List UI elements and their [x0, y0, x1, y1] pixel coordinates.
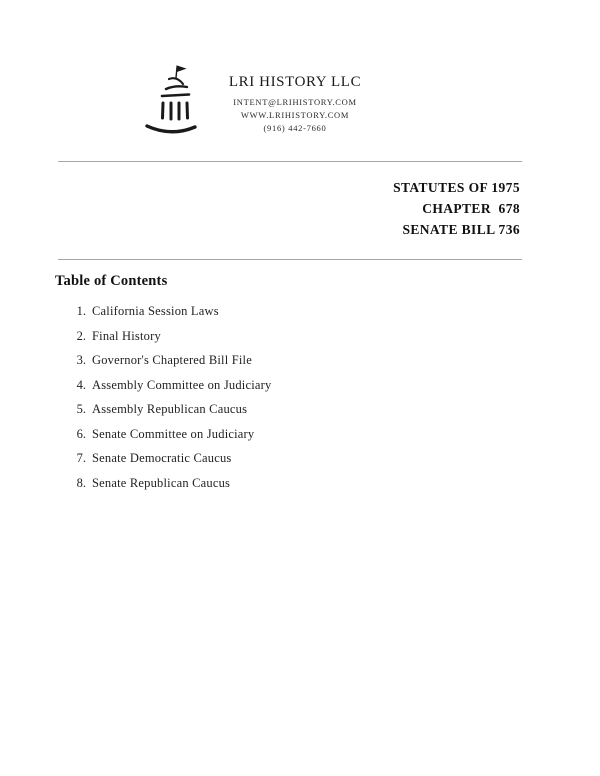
- toc-item-label: Senate Committee on Judiciary: [92, 426, 255, 441]
- toc-item: [70, 379, 271, 392]
- toc-item-label: Senate Republican Caucus: [92, 475, 231, 490]
- toc-item-label: Senate Democratic Caucus: [92, 451, 232, 465]
- statute-reference: [58, 177, 520, 240]
- chapter-number: CHAPTER 678: [422, 201, 520, 216]
- toc-item: [70, 330, 271, 343]
- company-email: INTENT@LRIHISTORY.COM: [233, 97, 357, 107]
- toc-item-label: Final History: [92, 328, 161, 343]
- statutes-year: STATUTES OF 1975: [393, 180, 520, 195]
- toc-item-number: 2.: [76, 328, 86, 343]
- toc-item-number: 7.: [76, 451, 86, 465]
- toc-item: [70, 403, 271, 416]
- company-name: LRI HISTORY LLC: [228, 74, 362, 90]
- toc-item-number: 8.: [76, 475, 86, 490]
- divider-bottom: [58, 259, 522, 260]
- toc-item: [70, 354, 271, 367]
- toc-item-number: 6.: [76, 426, 86, 441]
- toc-item-label: Governor's Chaptered Bill File: [92, 353, 252, 367]
- toc-list: [70, 305, 271, 501]
- toc-item: [70, 452, 271, 465]
- divider-top: [58, 161, 522, 162]
- toc-item-number: 3.: [76, 353, 86, 367]
- toc-item: [70, 477, 271, 490]
- toc-item-label: Assembly Committee on Judiciary: [92, 377, 272, 392]
- toc-item-number: 4.: [76, 377, 86, 392]
- letterhead: [175, 74, 415, 135]
- company-website: WWW.LRIHISTORY.COM: [240, 110, 350, 120]
- toc-item-number: 5.: [76, 402, 86, 416]
- senate-bill-number: SENATE BILL 736: [402, 222, 520, 237]
- toc-title: Table of Contents: [55, 273, 168, 289]
- company-phone: (916) 442-7660: [263, 123, 327, 133]
- toc-item-number: 1.: [76, 304, 86, 318]
- toc-item: [70, 428, 271, 441]
- toc-item-label: Assembly Republican Caucus: [92, 402, 248, 416]
- toc-item-label: California Session Laws: [92, 304, 219, 318]
- toc-item: [70, 305, 271, 318]
